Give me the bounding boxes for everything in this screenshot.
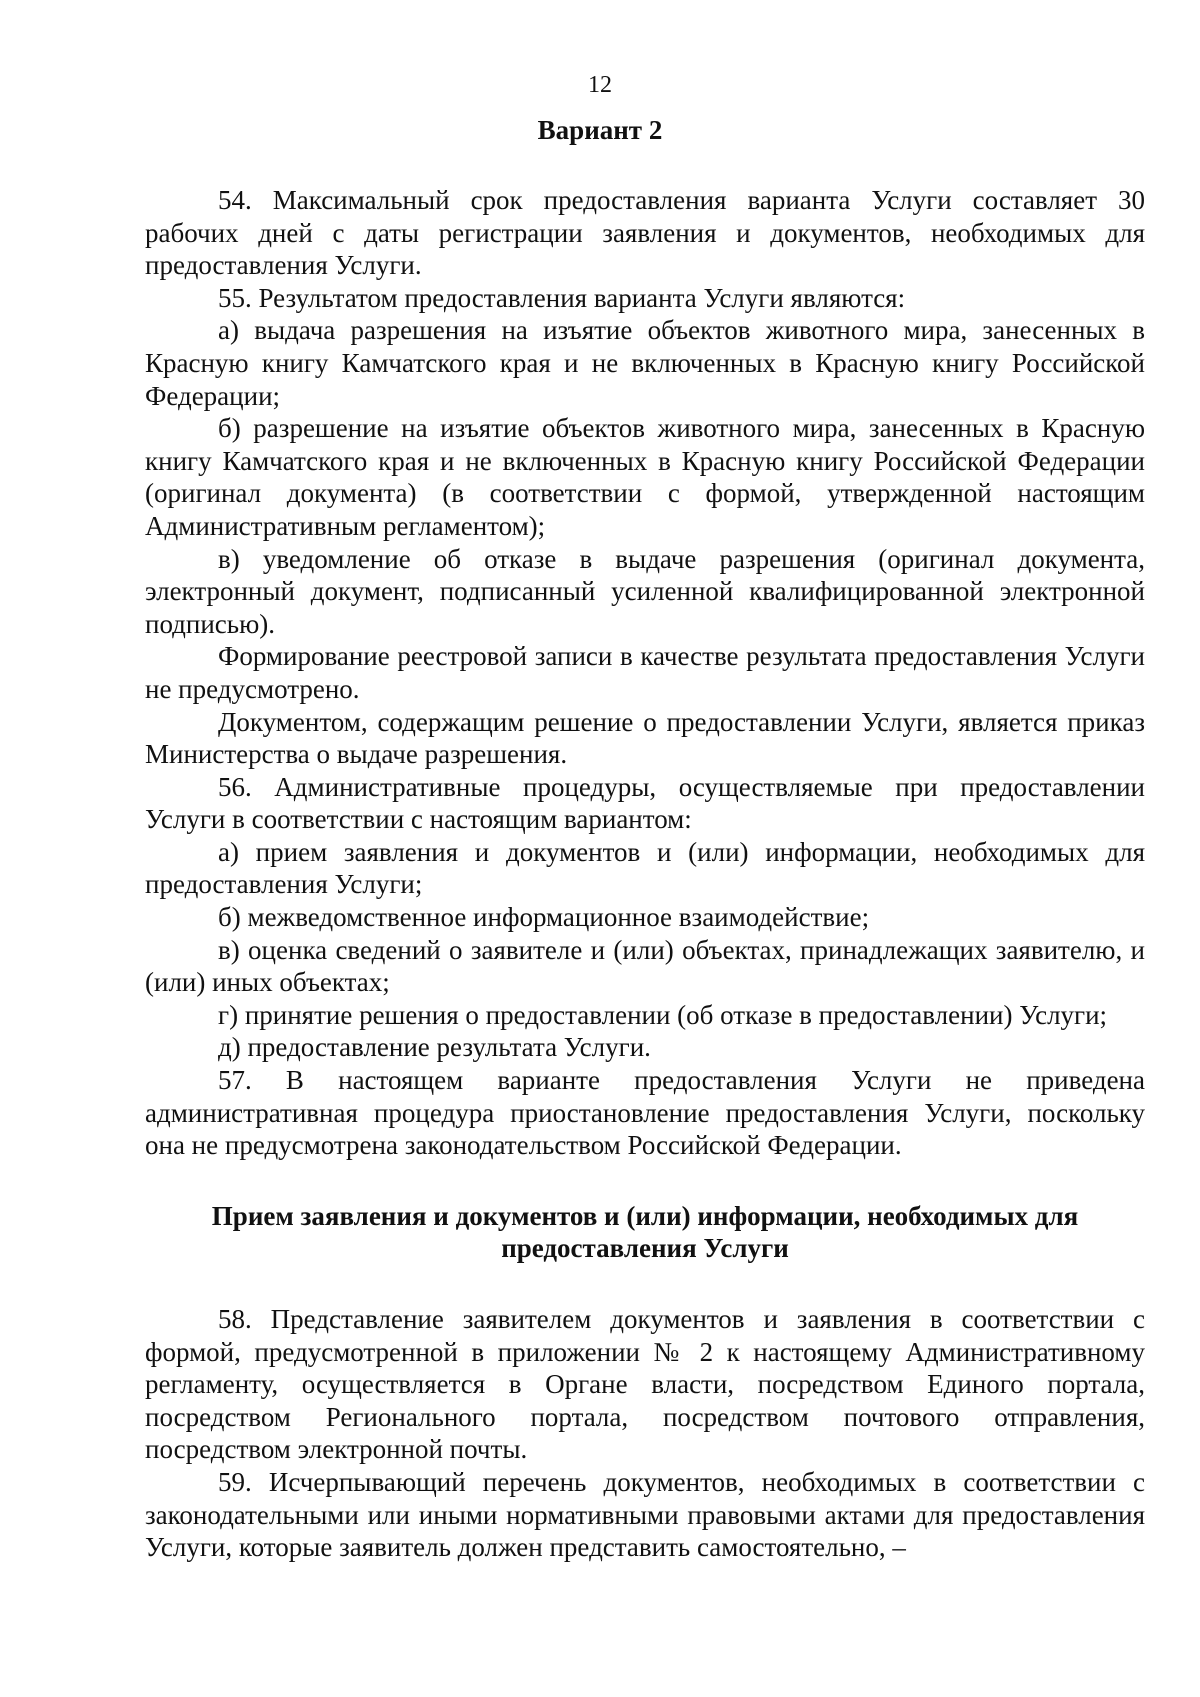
paragraph: 55. Результатом предоставления варианта Услуги являются: xyxy=(218,282,906,313)
paragraph: б) разрешение на изъятие объектов животного мира, занесенных в Красную книгу Камчатского края и не включенных в Красную книгу Российской Федерации (оригинал документа) (в соответствии с формой, утвержденной настоящим Административным регламентом); xyxy=(145,413,1145,541)
paragraph: д) предоставление результата Услуги. xyxy=(218,1032,651,1063)
paragraph: г) принятие решения о предоставлении (об отказе в предоставлении) Услуги; xyxy=(218,999,1108,1030)
paragraph: 59. Исчерпывающий перечень документов, необходимых в соответствии с законодательными или иными нормативными правовыми актами для предоставления Услуги, которые заявитель должен представить самостоятельно, – xyxy=(145,1466,1145,1563)
paragraph: Документом, содержащим решение о предоставлении Услуги, является приказ Министерства о выдаче разрешения. xyxy=(145,706,1145,770)
paragraphs-bottom xyxy=(145,1303,1145,1564)
paragraph: 58. Представление заявителем документов и заявления в соответствии с формой, предусмотренной в приложении № 2 к настоящему Административному регламенту, осуществляется в Органе власти, посредством Единого портала, посредством Регионального портала, посредством почтового отправления, посредством электронной почты. xyxy=(145,1304,1145,1465)
paragraph: 54. Максимальный срок предоставления варианта Услуги составляет 30 рабочих дней с даты регистрации заявления и документов, необходимых для предоставления Услуги. xyxy=(145,185,1145,281)
paragraph: б) межведомственное информационное взаимодействие; xyxy=(218,902,870,933)
document-body xyxy=(145,184,1145,1564)
paragraph: в) уведомление об отказе в выдаче разрешения (оригинал документа, электронный документ, подписанный усиленной квалифицированной электронной подписью). xyxy=(145,543,1145,639)
paragraph: 57. В настоящем варианте предоставления Услуги не приведена административная процедура приостановление предоставления Услуги, поскольку она не предусмотрена законодательством Российской Федерации. xyxy=(145,1065,1145,1161)
section-title: Вариант 2 xyxy=(537,115,663,145)
paragraph: а) выдача разрешения на изъятие объектов животного мира, занесенных в Красную книгу Камчатского края и не включенных в Красную книгу Российской Федерации; xyxy=(145,315,1145,411)
paragraph: а) прием заявления и документов и (или) информации, необходимых для предоставления Услуги; xyxy=(145,836,1145,900)
paragraph: Формирование реестровой записи в качестве результата предоставления Услуги не предусмотрено. xyxy=(145,641,1145,704)
subheading: Прием заявления и документов и (или) информации, необходимых для предоставления Услуги xyxy=(211,1200,1079,1264)
page-number: 12 xyxy=(588,72,612,98)
paragraph: в) оценка сведений о заявителе и (или) объектах, принадлежащих заявителю, и (или) иных объектах; xyxy=(145,934,1145,998)
paragraphs-top xyxy=(145,184,1145,1162)
paragraph: 56. Административные процедуры, осуществляемые при предоставлении Услуги в соответствии с настоящим вариантом: xyxy=(145,771,1145,835)
